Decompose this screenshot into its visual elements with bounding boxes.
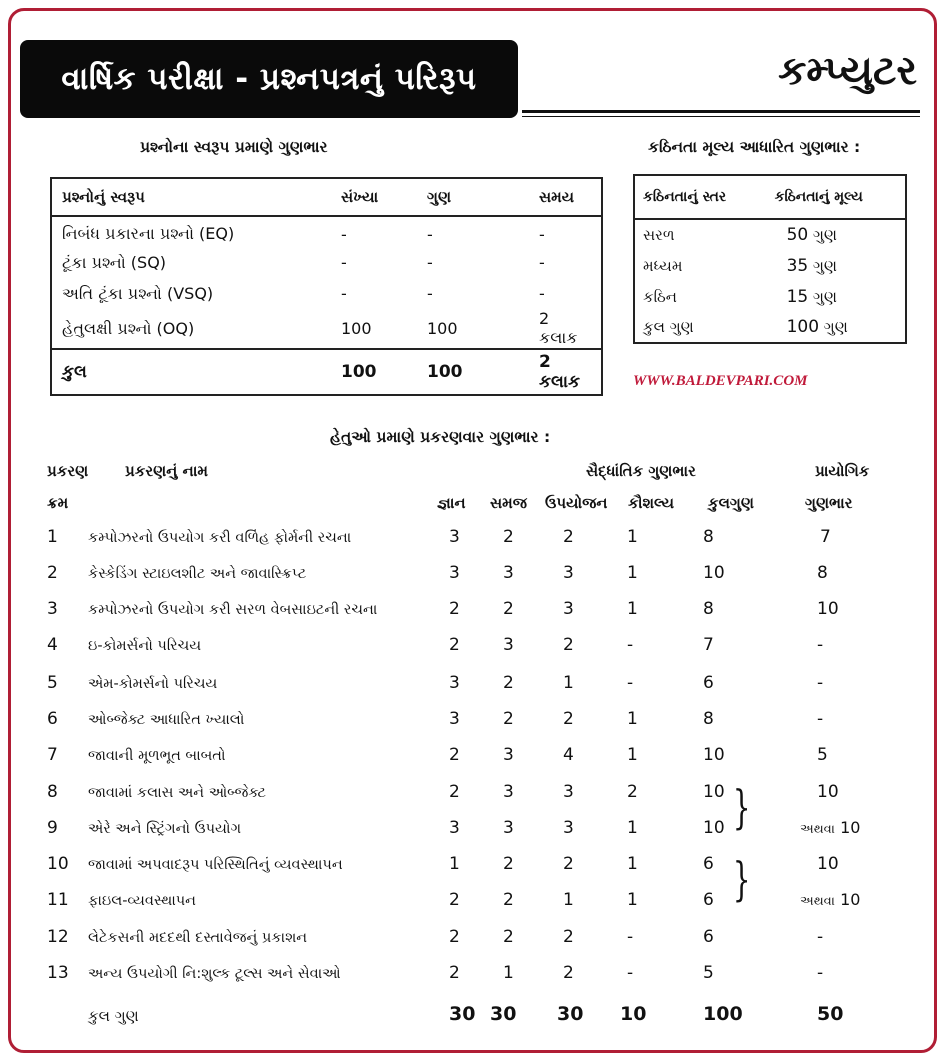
practical-mark: 10 [817,782,839,802]
chapter-name: લેટેકસની મદદથી દસ્તાવેજનું પ્રકાશન [88,930,308,946]
chapter-number: 4 [47,635,58,655]
subject-title: કમ્પ્યુટર [778,48,917,94]
cell: - [427,253,433,272]
divider [522,110,920,113]
cell: 100 [427,319,458,338]
practical-mark: - [817,709,824,729]
column-header: કઠિનતાનું મૂલ્ય [767,175,906,219]
cell: કઠિન [643,287,677,306]
knowledge-total: 30 [449,1003,476,1025]
cell: 2 કલાક [529,349,602,395]
page-title: વાર્ષિક પરીક્ષા - પ્રશ્નપત્રનું પરિરૂપ [20,40,518,118]
total-mark: 10 [703,745,725,765]
column-header: સંખ્યા [331,178,417,216]
practical-value: 10 [840,890,861,909]
total-mark: 7 [703,635,714,655]
difficulty-heading: કઠિનતા મૂલ્ય આધારિત ગુણભાર : [648,138,861,156]
application-mark: 2 [563,635,574,655]
divider [522,116,920,117]
total-row [51,349,602,395]
skill-mark: 1 [627,818,638,838]
understanding-mark: 1 [503,963,514,983]
practical-value: 10 [840,818,861,837]
chapter-name: કમ્પોઝરનો ઉપયોગ કરી સરળ વેબસાઇટની રચના [88,602,378,618]
knowledge-mark: 3 [449,563,460,583]
cell: 50 ગુણ [786,225,838,245]
cell: કુલ ગુણ [643,318,694,336]
understanding-mark: 3 [503,782,514,802]
knowledge-mark: 3 [449,818,460,838]
table-row [0,963,945,993]
cell: 100 [417,349,529,395]
understanding-mark: 3 [503,745,514,765]
total-mark: 10 [703,782,725,802]
skill-mark: 1 [627,599,638,619]
understanding-mark: 3 [503,563,514,583]
understanding-total: 30 [490,1003,517,1025]
col-understanding: સમજ [490,494,527,512]
cell: 2 કલાક [539,309,578,347]
or-label: અથવા [800,894,835,909]
understanding-mark: 2 [503,854,514,874]
question-type-table [50,177,603,396]
table-row [51,216,602,247]
cell: 100 [331,349,417,395]
skill-mark: 2 [627,782,638,802]
understanding-mark: 2 [503,599,514,619]
application-mark: 2 [563,963,574,983]
chapter-name: એરે અને સ્ટ્રિંગનો ઉપયોગ [88,821,242,837]
cell: - [427,284,433,303]
col-practical-2: ગુણભાર [805,494,853,512]
cell: - [341,284,347,303]
practical-mark: - [817,927,824,947]
table-row [0,890,945,920]
table-row [634,250,906,281]
total-mark: 6 [703,673,714,693]
knowledge-mark: 2 [449,745,460,765]
brace-icon: } [732,780,751,834]
chapter-heading: હેતુઓ પ્રમાણે પ્રકરણવાર ગુણભાર : [330,428,551,446]
total-mark: 10 [703,563,725,583]
chapter-number: 12 [47,927,69,947]
chapter-number: 6 [47,709,58,729]
table-header-row [634,175,906,219]
cell: નિબંધ પ્રકારના પ્રશ્નો (EQ) [62,224,235,243]
total-mark: 8 [703,709,714,729]
table-row [0,635,945,665]
application-mark: 3 [563,563,574,583]
column-header: પ્રશ્નોનું સ્વરૂપ [51,178,331,216]
practical-mark: 8 [817,563,828,583]
table-row [0,709,945,739]
table-row [51,247,602,278]
chapter-number: 2 [47,563,58,583]
chapter-number: 1 [47,527,58,547]
table-row [0,745,945,775]
application-mark: 4 [563,745,574,765]
knowledge-mark: 3 [449,527,460,547]
total-mark: 8 [703,527,714,547]
chapter-name: ઓબ્જેક્ટ આધારિત ખ્યાલો [88,712,245,728]
knowledge-mark: 2 [449,890,460,910]
table-row [51,309,602,349]
chapter-name: અન્ય ઉપયોગી નિ:શુલ્ક ટૂલ્સ અને સેવાઓ [88,966,341,982]
total-mark: 6 [703,854,714,874]
or-label: અથવા [800,822,835,837]
total-mark: 6 [703,890,714,910]
brace-icon: } [732,852,751,906]
application-mark: 3 [563,599,574,619]
chapter-number: 10 [47,854,69,874]
cell: 100 [341,319,372,338]
total-mark: 8 [703,599,714,619]
table-row [0,527,945,557]
application-mark: 3 [563,782,574,802]
cell: કુલ [51,349,331,395]
table-header-row [51,178,602,216]
chapter-name: ઇ-કોમર્સનો પરિચય [88,638,202,654]
table-row [0,927,945,957]
skill-mark: - [627,673,634,693]
question-type-heading: પ્રશ્નોના સ્વરૂપ પ્રમાણે ગુણભાર [140,138,328,156]
cell: અતિ ટૂંકા પ્રશ્નો (VSQ) [62,283,214,303]
knowledge-mark: 3 [449,709,460,729]
understanding-mark: 2 [503,890,514,910]
difficulty-table [633,174,907,344]
knowledge-mark: 2 [449,782,460,802]
col-chapter-no: પ્રકરણ [47,462,89,480]
table-row [0,673,945,703]
application-mark: 2 [563,709,574,729]
chapter-number: 11 [47,890,69,910]
practical-mark: - [817,635,824,655]
table-row [634,281,906,312]
total-label: કુલ ગુણ [88,1007,139,1025]
understanding-mark: 3 [503,818,514,838]
cell: - [341,224,347,244]
grand-total: 100 [703,1003,743,1025]
application-mark: 2 [563,854,574,874]
skill-mark: 1 [627,745,638,765]
cell: 100 ગુણ [786,317,848,337]
cell: મધ્યમ [643,256,683,275]
skill-mark: 1 [627,563,638,583]
chapter-number: 9 [47,818,58,838]
practical-mark: 10 [817,854,839,874]
skill-mark: - [627,927,634,947]
table-row [0,854,945,884]
cell: હેતુલક્ષી પ્રશ્નો (OQ) [62,318,195,338]
total-mark: 5 [703,963,714,983]
table-row [0,563,945,593]
col-application: ઉપયોજન [545,494,608,512]
chapter-name: કેસ્કેડિંગ સ્ટાઇલશીટ અને જાવાસ્ક્રિપ્ટ [88,566,307,582]
skill-total: 10 [620,1003,647,1025]
cell: સરળ [643,226,675,244]
knowledge-mark: 3 [449,673,460,693]
cell: - [341,253,347,272]
practical-mark [800,890,860,909]
table-row [0,818,945,848]
cell: - [427,224,433,244]
table-row [51,278,602,309]
table-row [0,599,945,629]
chapter-name: જાવાની મૂળભૂત બાબતો [88,748,226,764]
col-practical: પ્રાયોગિક [815,462,870,480]
understanding-mark: 2 [503,527,514,547]
table-row [634,312,906,343]
chapter-number: 5 [47,673,58,693]
chapter-name: જાવામાં અપવાદરૂપ પરિસ્થિતિનું વ્યવસ્થાપન [88,857,343,873]
practical-mark: 5 [817,745,828,765]
chapter-number: 7 [47,745,58,765]
skill-mark: 1 [627,890,638,910]
col-theory: સૈદ્ધાંતિક ગુણભાર [586,462,696,480]
skill-mark: 1 [627,709,638,729]
chapter-name: ફાઇલ-વ્યવસ્થાપન [88,893,196,909]
understanding-mark: 2 [503,709,514,729]
application-mark: 2 [563,527,574,547]
practical-mark: - [817,963,824,983]
total-mark: 10 [703,818,725,838]
website-link[interactable]: WWW.BALDEVPARI.COM [633,373,808,389]
skill-mark: 1 [627,854,638,874]
cell: - [539,224,545,244]
column-header: કઠિનતાનું સ્તર [634,175,767,219]
application-mark: 2 [563,927,574,947]
application-mark: 1 [563,673,574,693]
chapter-name: જાવામાં કલાસ અને ઓબ્જેક્ટ [88,785,266,801]
chapter-name: કમ્પોઝરનો ઉપયોગ કરી વળિંહ ફોર્મની રચના [88,530,352,546]
col-chapter-no-2: ક્રમ [47,494,69,512]
column-header: ગુણ [417,178,529,216]
total-row [0,1003,945,1033]
practical-mark: 7 [820,527,831,547]
chapter-name: એમ-કોમર્સનો પરિચય [88,676,218,692]
cell: 15 ગુણ [786,286,838,307]
knowledge-mark: 1 [449,854,460,874]
practical-mark: 10 [817,599,839,619]
understanding-mark: 2 [503,673,514,693]
col-knowledge: જ્ઞાન [437,494,466,512]
table-row [0,782,945,812]
practical-mark: - [817,673,824,693]
cell: 35 ગુણ [786,255,838,276]
cell: - [539,284,545,303]
understanding-mark: 3 [503,635,514,655]
col-skill: કૌશલ્ય [628,494,675,512]
total-mark: 6 [703,927,714,947]
knowledge-mark: 2 [449,635,460,655]
cell: - [539,253,545,272]
chapter-number: 13 [47,963,69,983]
application-total: 30 [557,1003,584,1025]
skill-mark: - [627,635,634,655]
col-chapter-name: પ્રકરણનું નામ [125,462,208,480]
understanding-mark: 2 [503,927,514,947]
skill-mark: 1 [627,527,638,547]
cell: ટૂંકા પ્રશ્નો (SQ) [62,252,167,272]
knowledge-mark: 2 [449,599,460,619]
chapter-number: 8 [47,782,58,802]
col-total: કુલગુણ [708,494,754,512]
knowledge-mark: 2 [449,927,460,947]
application-mark: 1 [563,890,574,910]
chapter-number: 3 [47,599,58,619]
skill-mark: - [627,963,634,983]
table-row [634,219,906,250]
practical-mark [800,818,860,837]
knowledge-mark: 2 [449,963,460,983]
column-header: સમય [529,178,602,216]
practical-total: 50 [817,1003,844,1025]
application-mark: 3 [563,818,574,838]
